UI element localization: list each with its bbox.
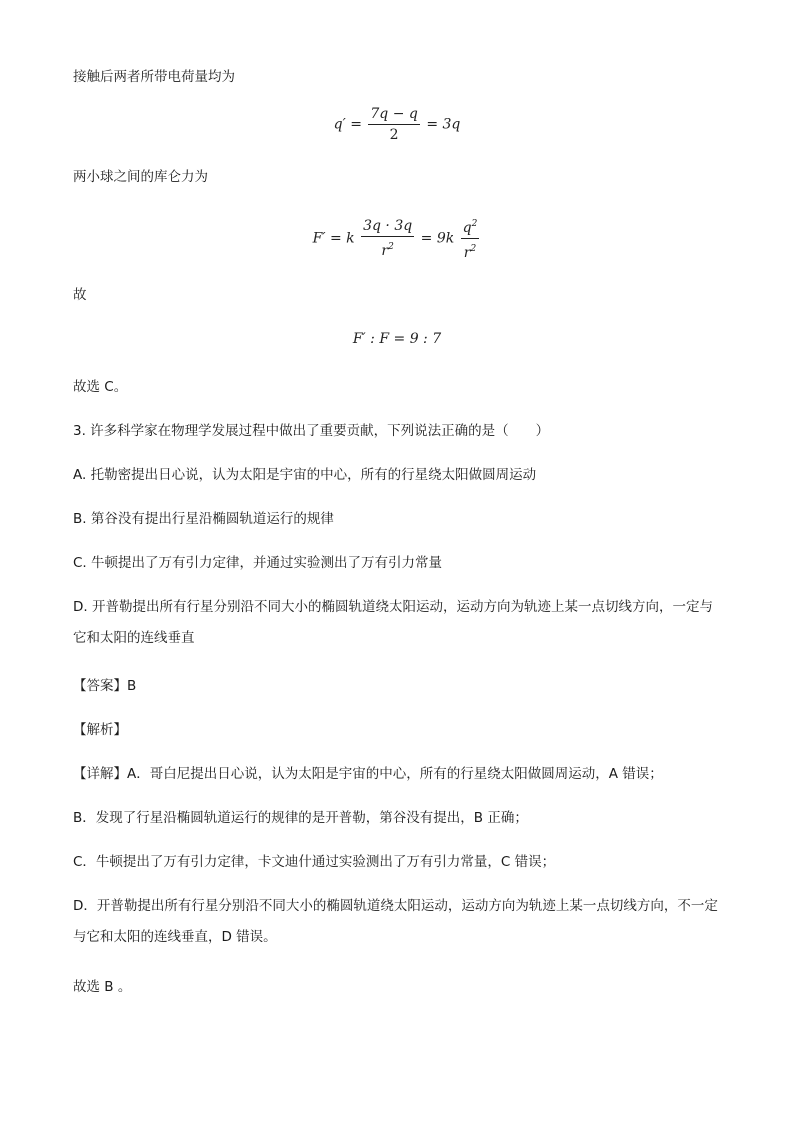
eq2-num2-base: q [462,220,472,236]
eq1-lhs: q′ = [333,116,362,133]
eq2-numerator-2 [461,215,480,239]
question-3-stem: 3. 许多科学家在物理学发展过程中做出了重要贡献，下列说法正确的是（ ） [73,423,550,439]
detail-a: 【详解】A．哥白尼提出日心说，认为太阳是宇宙的中心，所有的行星绕太阳做圆周运动，A 错误； [73,766,663,782]
eq2-den-exp: 2 [388,242,394,252]
option-b: B. 第谷没有提出行星沿椭圆轨道运行的规律 [73,511,334,527]
eq2-numerator-1: 3q · 3q [361,217,414,237]
detail-b: B．发现了行星沿椭圆轨道运行的规律的是开普勒，第谷没有提出，B 正确； [73,810,528,826]
paragraph-choose-c: 故选 C。 [73,379,128,395]
equation-charge [0,105,794,144]
final-answer: 故选 B 。 [73,979,132,995]
answer-label: 【答案】B [73,678,137,694]
eq2-num2-exp: 2 [471,219,478,229]
eq2-denominator-2 [461,239,480,262]
eq2-den2-base: r [463,245,471,261]
paragraph-coulomb-force: 两小球之间的库仑力为 [73,169,208,185]
equation-coulomb-force [0,215,794,262]
eq2-den-base: r [381,243,389,259]
option-a: A. 托勒密提出日心说，认为太阳是宇宙的中心，所有的行星绕太阳做圆周运动 [73,467,537,483]
equation-ratio: F′ : F = 9 : 7 [352,331,442,347]
eq2-lhs: F′ = k [312,230,355,247]
eq2-denominator-1 [361,237,414,260]
eq2-fraction-1 [361,217,414,260]
analysis-label: 【解析】 [73,722,127,738]
detail-d: D．开普勒提出所有行星分别沿不同大小的椭圆轨道绕太阳运动，运动方向为轨迹上某一点切线方向，不一定与它和太阳的连线垂直，D 错误。 [73,898,718,945]
option-c: C. 牛顿提出了万有引力定律，并通过实验测出了万有引力常量 [73,555,443,571]
eq1-rhs: = 3q [426,116,461,133]
eq1-denominator: 2 [389,127,399,143]
option-d: D. 开普勒提出所有行星分别沿不同大小的椭圆轨道绕太阳运动，运动方向为轨迹上某一点切线方向，一定与它和太阳的连线垂直 [73,599,713,646]
eq1-numerator: 7q − q [368,105,419,125]
eq2-den2-exp: 2 [470,244,477,254]
eq1-fraction [368,105,419,144]
detail-c: C．牛顿提出了万有引力定律，卡文迪什通过实验测出了万有引力常量，C 错误； [73,854,556,870]
eq2-fraction-2 [461,215,480,262]
paragraph-charge-after-contact: 接触后两者所带电荷量均为 [73,69,235,85]
eq2-mid: = 9k [420,230,455,247]
paragraph-therefore: 故 [73,287,87,303]
